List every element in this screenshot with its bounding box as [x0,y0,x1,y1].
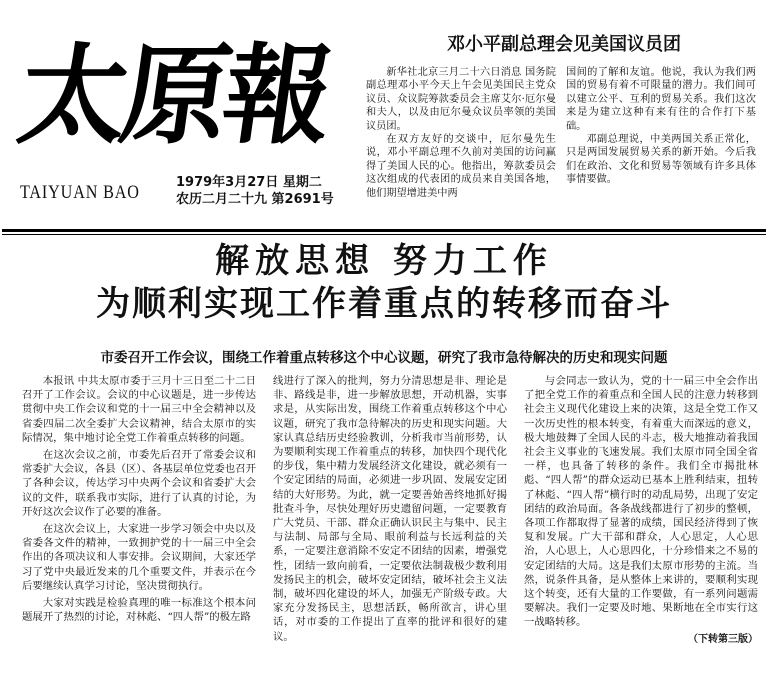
top-story [366,30,762,200]
issue-number: 农历二月二十九 第2691号 [176,192,334,207]
article-column-3 [524,374,758,647]
paragraph: 新华社北京三月二十六日消息 国务院副总理邓小平今天上午会见美国民主党众议员、众议院筹款委员会主席艾尔·厄尔曼和夫人，以及由厄尔曼众议员率领的美国议员团。 [366,67,556,132]
masthead-rule-thin [2,234,766,235]
paragraph: 邓副总理说，中美两国关系正常化，只是两国发展贸易关系的新开始。今后我们在政治、文化和贸易等领域有许多具体事情要做。 [566,134,756,186]
top-story-headline: 邓小平副总理会见美国议员团 [447,34,681,55]
top-story-column-1 [366,66,556,200]
paragraph: 国间的了解和友谊。他说，我认为我们两国的贸易有着不可限量的潜力。我们间可以建立公平、互利的贸易关系。我们这次来是为建立这种有来有往的合作打下基础。 [566,67,756,132]
paragraph: 在这次会议上，大家进一步学习领会中央以及省委各文件的精神，一致拥护党的十一届三中全会作出的各项决议和人事安排。会议期间，大家还学习了党中央最近发来的几个重要文件，并表示在今后要继续认真学习讨论，坚决贯彻执行。 [22,523,256,592]
masthead-title: 太原報 [11,33,335,159]
main-headline-line-1: 解放思想 努力工作 [215,241,553,281]
paragraph: 在这次会议之前，市委先后召开了常委会议和常委扩大会议，各县（区）、各基层单位党委也召开了各种会议，传达学习中央两个会议和省委扩大会议的文件，联系我市实际，进行了认真的讨论，为开好这次会议作了必要的准备。 [22,449,256,518]
article-column-2 [273,374,507,647]
masthead-latin-title: TAIYUAN BAO [20,182,140,203]
main-headline-block [0,240,768,366]
masthead-rule [2,229,766,232]
main-headline-line-2: 为顺利实现工作着重点的转移而奋斗 [96,284,672,324]
top-story-column-2 [566,66,756,200]
continued-notice: （下转第三版） [688,633,758,645]
paragraph: 在双方友好的交谈中，厄尔曼先生说，邓小平副总理不久前对美国的访问赢得了美国人民的心。他指出，筹款委员会这次组成的代表团的成员来自美国各地，他们期望增进美中两 [366,134,556,199]
issue-date: 1979年3月27日 星期二 [176,175,322,190]
paragraph: 大家对实践是检验真理的唯一标准这个根本问题展开了热烈的讨论，对林彪、“四人帮”的极左路 [22,597,256,624]
paragraph: 与会同志一致认为，党的十一届三中全会作出了把全党工作的着重点和全国人民的注意力转移到社会主义现代化建设上来的决策，这是全党工作又一次历史性的根本转变，有着重大而深远的意义，极大地鼓舞了全国人民的斗志，极大地推动着我国社会主义事业的飞速发展。我们太原市同全国全省一样，也具备了转移的条件。我们全市揭批林彪、“四人帮”的群众运动已基本上胜利结束，扭转了林彪、“四人帮”横行时的动乱局势，出现了安定团结的政治局面。各条战线都进行了初步的整顿，各项工作都取得了显著的成绩，国民经济得到了恢复和发展。广大干部和群众，人心思定，人心思治，人心思上，人心思四化，十分珍惜来之不易的安定团结的大局。这是我们太原市形势的主流。当然，说条件具备，是从整体上来讲的，要顺利实现这个转变，还有大量的工作要做，有一系列问题需要解决。我们一定要及时地、果断地在全市实行这一战略转移。 [524,375,758,629]
subheadline: 市委召开工作会议，围绕工作着重点转移这个中心议题，研究了我市急待解决的历史和现实问题 [100,350,668,366]
article-column-1 [22,374,256,647]
paragraph: 本报讯 中共太原市委于三月十三日至二十二日召开了工作会议。会议的中心议题是，进一步传达贯彻中央工作会议和党的十一届三中全会精神以及省委四届二次全委扩大会议精神，结合太原市的实际情况，集中地讨论全党工作着重点转移的问题。 [22,375,256,444]
article-body [22,374,758,647]
dateline [176,174,334,208]
paragraph: 线进行了深入的批判，努力分清思想是非、理论是非、路线是非，进一步解放思想，开动机器，实事求是，从实际出发，围绕工作着重点转移这个中心议题，研究了我市急待解决的历史和现实问题。大家认真总结历史经验教训，分析我市当前形势，认为要顺利实现工作着重点的转移，加快四个现代化的步伐，集中精力发展经济文化建设，就必须有一个安定团结的局面，必须进一步巩固、发展安定团结的大好形势。为此，就一定要善始善终地抓好揭批查斗争，尽快处理好历史遗留问题，一定要教育广大党员、干部、群众正确认识民主与集中、民主与法制、局部与全局、眼前利益与长远利益的关系，一定要注意消除不安定不团结的因素，增强党性，团结一致向前看，一定要依法制裁极少数利用发扬民主的机会，破坏安定团结，破坏社会主义法制，破坏四化建设的坏人，加强无产阶级专政。大家充分发扬民主，思想活跃，畅所欲言，讲心里话，对市委的工作提出了直率的批评和很好的建议。 [273,375,507,643]
